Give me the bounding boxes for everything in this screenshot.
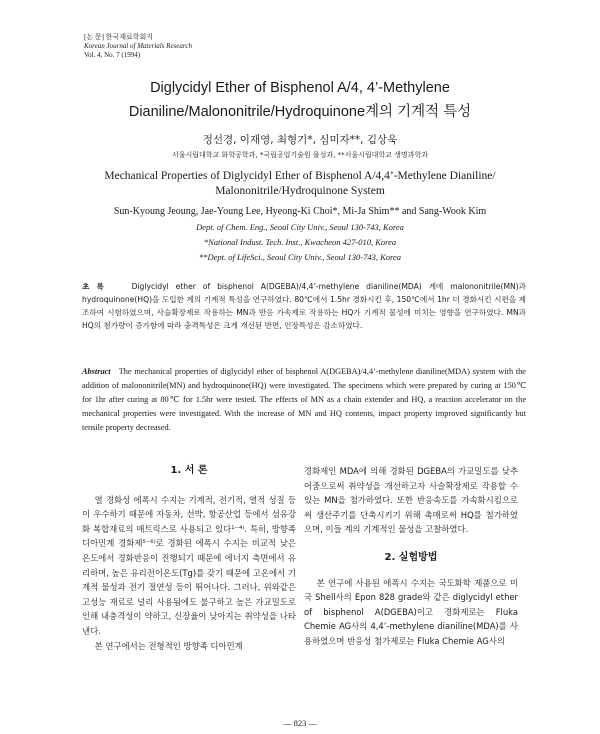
journal-volume: Vol. 4, No. 7 (1994) xyxy=(84,51,141,59)
journal-name: Korean Journal of Materials Research xyxy=(84,42,192,50)
section1-para1: 열 경화성 에폭시 수지는 기계적, 전기적, 열적 성질 등이 우수하기 때문에 자동차, 선박, 항공산업 등에서 섬유강화 복합재료의 매트릭스로 사용되고 있다¹⁻⁴⁾. 특히, 방향족 디아민계 경화제⁵⁻⁶⁾로 경화된 에폭시 수지는 비교적 낮은 온도에서 경화반응이 진행되기 때문에 에너지 측면에서 유리하며, 높은 유리전이온도(Tg)를 갖기 때문에 고온에서 기계적 물성과 전기 절연성 등이 뛰어나다. 그러나, 위와같은 고성능 재료로 널리 사용됨에도 불구하고 높은 가교밀도로 인해 내충격성이 약하고, 신장율이 낮아지는 취약성을 나타낸다. xyxy=(82,494,296,636)
left-column xyxy=(82,464,296,653)
right-column xyxy=(304,464,518,649)
abstract-ko xyxy=(82,280,526,332)
authors-en: Sun-Kyoung Jeoung, Jae-Young Lee, Hyeong-Ki Choi*, Mi-Ja Shim** and Sang-Wook Kim xyxy=(113,206,487,217)
right-col-para1: 경화제인 MDA에 의해 경화된 DGEBA의 가교밀도를 낮추어줌으로써 취약성을 개선하고자 사슬확장제로 작용할 수 있는 MN을 첨가하였다. 또한 반응속도를 가속화시킴으로써 생산주기를 단축시키기 위해 촉매로써 HQ를 첨가하였으며, 이들 계의 기계적인 물성을 고찰하였다. xyxy=(304,466,518,535)
title-en-line1: Mechanical Properties of Diglycidyl Ether of Bisphenol A/4,4’-Methylene Dianiline/ xyxy=(104,170,496,182)
page-number: — 823 — xyxy=(283,718,317,728)
section1-heading: 1. 서 론 xyxy=(170,465,208,476)
authors-ko: 정선경, 이재영, 최형기*, 심미자**, 김상욱 xyxy=(202,134,398,146)
section1-para2: 본 연구에서는 전형적인 방향족 디아민계 xyxy=(94,640,243,651)
abstract-en-label: Abstract xyxy=(82,367,111,376)
title-ko-line1: Diglycidyl Ether of Bisphenol A/4, 4’-Methylene xyxy=(150,80,450,96)
abstract-ko-label: 초 록 xyxy=(82,282,104,291)
affiliation-en-3: **Dept. of LifeSci., Seoul City Univ., Seoul 130-743, Korea xyxy=(198,252,402,262)
abstract-ko-text: Diglycidyl ether of bisphenol A(DGEBA)/4,4’-methylene dianiline(MDA) 계에 malononitrile(MN)과 hydroquinone(HQ)을 도입한 계의 기계적 특성을 연구하였다. 80℃에서 1.5hr 경화시킨 후, 150℃에서 1hr 더 경화시킨 시편을 제조하여 시험하였으며, 사슬확장제로 작용하는 MN과 반응 가속제로 작용하는 HQ가 기계적 물성에 미치는 영향을 연구하였다. MN과 HQ의 첨가량이 증가함에 따라 충격특성은 크게 개선된 반면, 인장특성은 감소하였다. xyxy=(82,282,526,330)
title-en-line2: Malononitrile/Hydroquinone System xyxy=(215,185,385,197)
affiliation-ko: 서울시립대학교 화학공학과, *국립공업기술원 물성과, **서울시립대학교 생명과학과 xyxy=(172,151,428,159)
abstract-en xyxy=(82,365,526,435)
affiliation-en-1: Dept. of Chem. Eng., Seoul City Univ., Seoul 130-743, Korea xyxy=(196,222,404,232)
section2-para1: 본 연구에 사용된 에폭시 수지는 국도화학 제품으로 미국 Shell사의 Epon 828 grade와 같은 diglycidyl ether of bisphenol A(DGEBA)이고 경화제로는 Fluka Chemie AG사의 4,4’-methylene dianiline(MDA)를 사용하였으며 반응성 첨가제로는 Fluka Chemie AG사의 xyxy=(304,577,518,646)
journal-category: [논 문] 한국재료학회지 xyxy=(84,33,154,41)
journal-header xyxy=(84,33,192,60)
abstract-en-text: The mechanical properties of diglycidyl ether of bisphenol A(DGEBA)/4,4’-methylene dianiline(MDA) system with the addition of malononitrile(MN) and hydroquinone(HQ) were investigated. The specimens which were prepared by curing at 150℃ for 1hr after curing at 80℃ for 1.5hr were tested. The effects of MN as a chain extender and HQ, a reaction accelerator on the mechanical properties were investigated. With the increase of MN and HQ contents, impact property improved significantly but tensile property decreased. xyxy=(82,367,526,432)
title-ko-line2: Dianiline/Malononitrile/Hydroquinone계의 기계적 특성 xyxy=(128,104,472,120)
affiliation-en-2: *National Indust. Tech. Inst., Kwacheon 427-010, Korea xyxy=(203,237,397,247)
section2-heading: 2. 실험방법 xyxy=(384,551,438,563)
